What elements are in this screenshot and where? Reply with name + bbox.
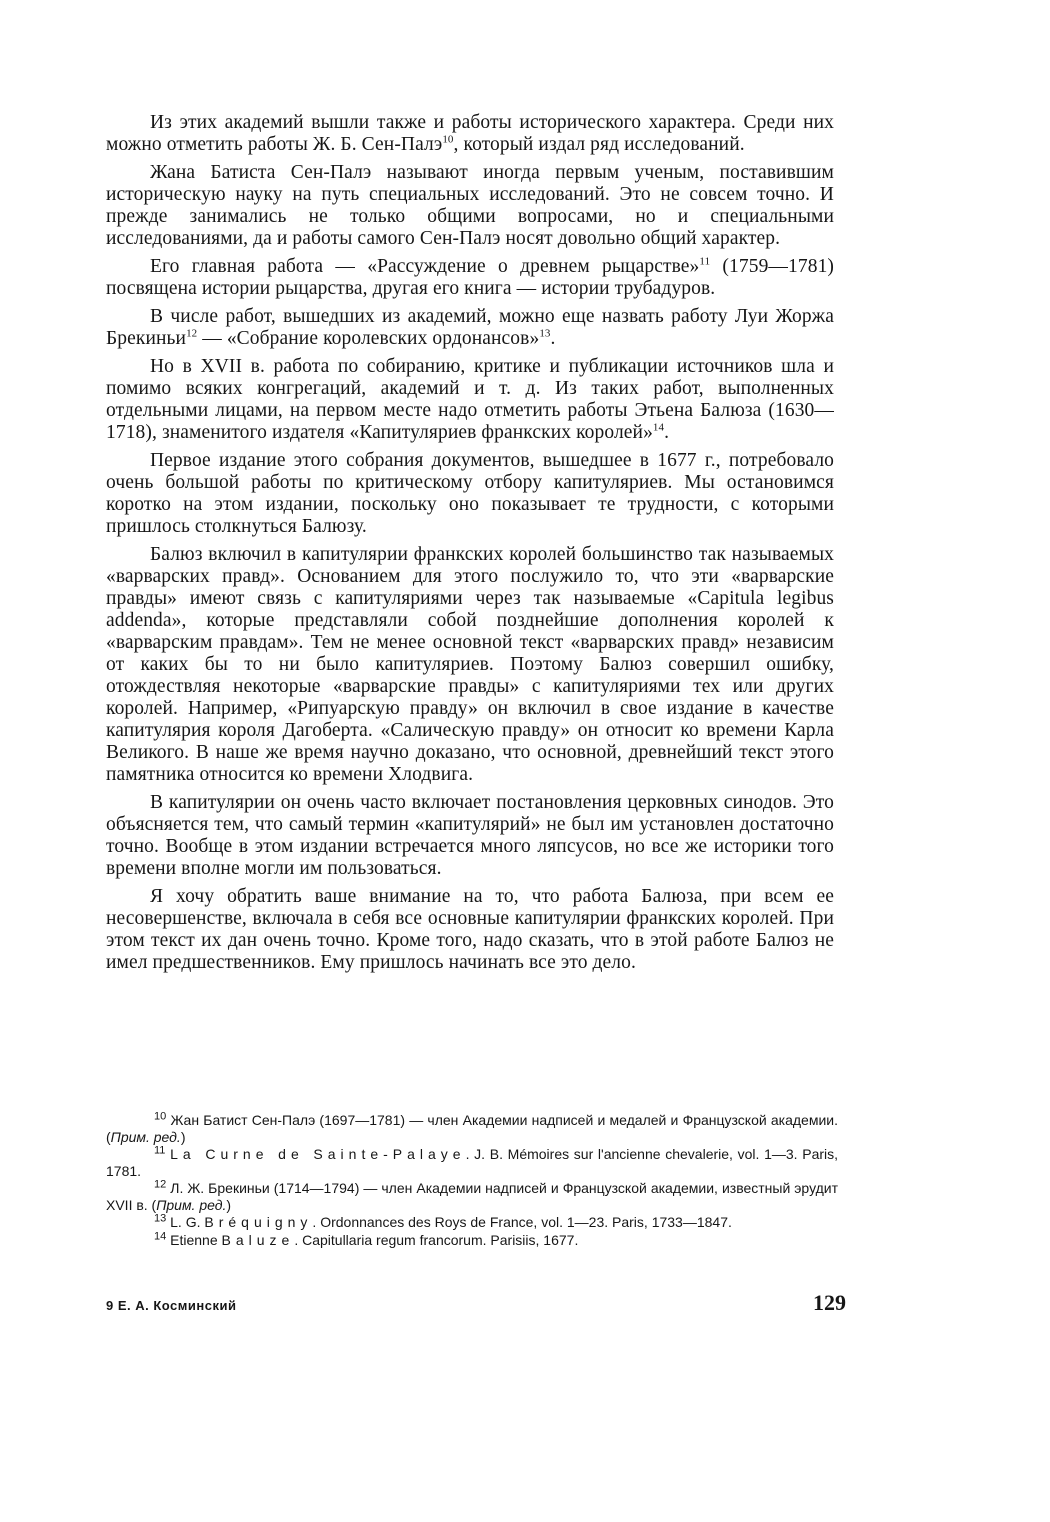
footnote (106, 1112, 838, 1145)
text-run: Л. Ж. Брекиньи (1714—1794) — член Академии надписей и Французской академии, известный эрудит XVII в. ( (106, 1180, 839, 1213)
footnote-text (170, 1214, 732, 1230)
paragraph (106, 792, 834, 880)
footnote-ref: 11 (699, 255, 711, 268)
paragraph (106, 162, 834, 250)
text-run: ) (226, 1196, 232, 1213)
footnote-ref: 12 (186, 327, 198, 340)
text-run: Балюз включил в капитулярии франкских королей большинство так называемых «варварских правд». Основанием для этого послужило то, что эти «варварские правды» имеют связь с капитуляриями через так называемые «Capitula legibus addenda», которые представляли собой позднейшие дополнения королей к «варварским правдам». Тем не менее основной текст «варварских правд» независим от каких бы то ни было капитуляриев. Поэтому Балюз совершил ошибку, отождествляя некоторые «варварские правды» с капитуляриями тех или других королей. Например, «Рипуарскую правду» он включил в свое издание в качестве капитулярия короля Дагоберта. «Салическую правду» он относит ко времени Карла Великого. В наше же время научно доказано, что основной, древнейший текст этого памятника относится ко времени Хлодвига. (106, 544, 834, 785)
main-text (106, 112, 834, 980)
footnote (106, 1180, 838, 1213)
footnote-text (106, 1146, 838, 1179)
page-footer (106, 1290, 846, 1320)
text-run: — «Собрание королевских ордонансов» (197, 328, 540, 349)
footnote-ref: 10 (442, 133, 454, 146)
text-run: . Capitullaria regum francorum. Parisiis, 1677. (294, 1231, 579, 1248)
text-run: Первое издание этого собрания документов, вышедшее в 1677 г., потребовало очень большой работы по критическому отбору капитуляриев. Мы остановимся коротко на этом издании, поскольку оно показывает те трудности, с которыми пришлось столкнуться Балюзу. (106, 450, 834, 537)
footnote-number: 14 (154, 1229, 167, 1242)
text-run: . (664, 422, 670, 443)
text-run: . Ordonnances des Roys de France, vol. 1—23. Paris, 1733—1847. (312, 1214, 732, 1230)
spaced-author-name: La Curne de Sainte-Palaye (170, 1146, 466, 1162)
italic-text: Прим. ред. (156, 1196, 227, 1213)
paragraph (106, 306, 834, 350)
footnote (106, 1214, 838, 1231)
text-run: Его главная работа — «Рассуждение о древнем рыцарстве» (150, 256, 700, 277)
footnote-text (106, 1180, 838, 1213)
text-run: Etienne (170, 1231, 222, 1248)
text-run: , который издал ряд исследований. (453, 134, 745, 155)
footnote-number: 13 (154, 1212, 167, 1225)
paragraph (106, 256, 834, 300)
footnote (106, 1229, 838, 1249)
italic-text: Прим. ред. (110, 1128, 181, 1145)
text-run: . (550, 328, 556, 349)
text-run: L. G. (170, 1214, 205, 1230)
text-run: Я хочу обратить ваше внимание на то, что работа Балюза, при всем ее несовершенстве, включала в себя все основные капитулярии франкских королей. При этом текст их дан очень точно. Кроме того, надо сказать, что в этой работе Балюз не имел предшественников. Ему пришлось начинать все это дело. (106, 886, 834, 973)
footnote-number: 12 (154, 1178, 167, 1191)
footnote-ref: 14 (652, 421, 665, 434)
footnote-text (106, 1112, 838, 1145)
paragraph (106, 886, 834, 974)
footnote (106, 1146, 838, 1179)
page-number: 129 (813, 1290, 846, 1315)
footnote-number: 10 (154, 1110, 167, 1123)
spaced-author-name: Bréquigny (204, 1214, 313, 1230)
text-run: Но в XVII в. работа по собиранию, критике и публикации источников шла и помимо всяких конгрегаций, академий и т. д. Из таких работ, выполненных отдельными лицами, на первом месте надо отметить работы Этьена Балюза (1630—1718), знаменитого издателя «Капитуляриев франкских королей» (106, 356, 834, 443)
text-run: Жан Батист Сен-Палэ (1697—1781) — член Академии надписей и медалей и Французской академии. ( (106, 1112, 838, 1145)
text-run: (1759—1781) посвящена истории рыцарства, другая его книга — истории трубадуров. (106, 256, 835, 299)
footnote-number: 11 (154, 1144, 166, 1157)
paragraph (106, 450, 834, 538)
text-run: . J. B. Mémoires sur l'ancienne chevalerie, vol. 1—3. Paris, 1781. (106, 1146, 839, 1179)
footnote-text (170, 1232, 578, 1248)
footnotes (106, 1112, 838, 1249)
text-run: Жана Батиста Сен-Палэ называют иногда первым ученым, поставившим историческую науку на путь специальных исследований. Это не совсем точно. И прежде занимались не только общими вопросами, но и специальными исследованиями, да и работы самого Сен-Палэ носят довольно общий характер. (106, 162, 834, 249)
text-run: ) (180, 1128, 186, 1145)
spaced-author-name: Baluze (221, 1231, 295, 1248)
text-run: Из этих академий вышли также и работы исторического характера. Среди них можно отметить работы Ж. Б. Сен-Палэ (106, 112, 834, 155)
paragraph (106, 356, 834, 444)
text-run: В числе работ, вышедших из академий, можно еще назвать работу Луи Жоржа Брекиньи (106, 306, 834, 349)
paragraph (106, 112, 834, 156)
paragraph (106, 544, 834, 786)
signature-mark: 9 Е. А. Косминский (106, 1298, 237, 1313)
footnote-ref: 13 (539, 327, 551, 340)
text-run: В капитулярии он очень часто включает постановления церковных синодов. Это объясняется тем, что самый термин «капитулярий» не был им установлен достаточно точно. Вообще в этом издании встречается много ляпсусов, но все же историки того времени вполне могли им пользоваться. (106, 792, 834, 879)
